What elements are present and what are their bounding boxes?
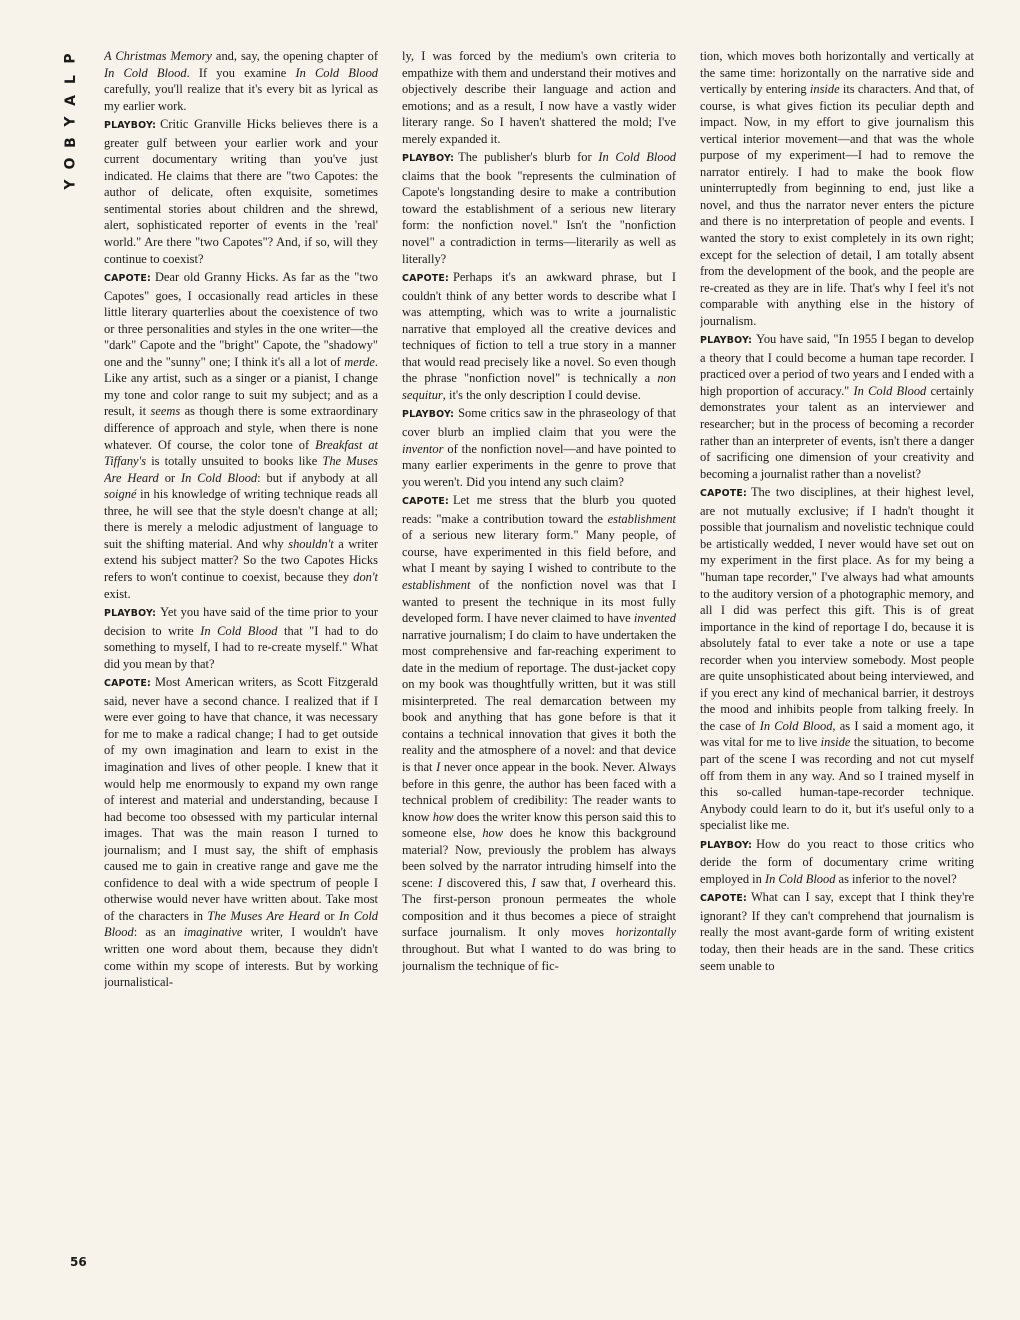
paragraph: CAPOTE: Dear old Granny Hicks. As far as the "two Capotes" goes, I occasionally read articles in these little literary quarterlies about the coexistence of two or three personalities and styles in the one writer—the "dark" Capote and the "bright" Capote, the "shadowy" one and the "sunny" one; I think it's all a lot of merde. Like any artist, such as a singer or a pianist, I change my tone and color range to suit my subject; and as a result, it seems as though there is some extraordinary difference of approach and style, when there is none whatever. Of course, the color tone of Breakfast at Tiffany's is totally unsuited to books like The Muses Are Heard or In Cold Blood: but if anybody at all soigné in his knowledge of writing technique reads all three, he will see that the style doesn't change at all; there is merely a melodic adjustment of language to suit the shifting material. And why shouldn't a writer extend his subject matter? So the two Capotes Hicks refers to won't continue to coexist, because they don't exist. xyxy=(104,270,378,601)
paragraph: A Christmas Memory and, say, the opening chapter of In Cold Blood. If you examine In Cold Blood carefully, you'll realize that it's every bit as lyrical as my earlier work. xyxy=(104,49,378,113)
paragraph: PLAYBOY: You have said, "In 1955 I began to develop a theory that I could become a human tape recorder. I practiced over a period of two years and I ended with a high proportion of accuracy." In Cold Blood certainly demonstrates your talent as an interviewer and researcher; but in the process of becoming a recorder rather than an interpreter of events, isn't there a danger of sacrificing one dimension of your creativity and becoming a journalist rather than a novelist? xyxy=(700,332,974,481)
article-body xyxy=(104,48,974,1273)
masthead-letter: O xyxy=(62,157,79,170)
paragraph: PLAYBOY: Yet you have said of the time prior to your decision to write In Cold Blood that "I had to do something to myself, I had to re-create myself." What did you mean by that? xyxy=(104,605,378,671)
paragraph: ly, I was forced by the medium's own criteria to empathize with them and understand their motives and objectively describe their language and action and emotions; and as a result, I now have a vastly wider literary range. So I haven't shattered the mold; I've merely expanded it. xyxy=(402,49,676,146)
masthead-letter: A xyxy=(62,95,79,106)
paragraph: PLAYBOY: How do you react to those critics who deride the form of documentary crime writing employed in In Cold Blood as inferior to the novel? xyxy=(700,836,974,886)
masthead-letter: Y xyxy=(62,116,79,127)
column-1 xyxy=(104,48,378,1273)
column-3 xyxy=(700,48,974,1273)
masthead-letter: B xyxy=(62,137,79,148)
paragraph: tion, which moves both horizontally and vertically at the same time: horizontally on the narrative side and vertically by entering inside its characters. And that, of course, is what gives fiction its peculiar depth and impact. Now, in my effort to give journalism this vertical interior movement—and that was the whole purpose of my experiment—I had to remove the narrator entirely. I had to make the book flow uninterruptedly from beginning to end, just like a novel, and thus the narrator never enters the picture and there is no interpretation of people and events. I wanted the story to exist completely in its own right; except for the selection of detail, I am totally absent from the development of the book, and the people are re-created as they are in life. That's why I feel it's not comparable with anything else in the history of journalism. xyxy=(700,49,974,328)
playboy-masthead xyxy=(58,48,84,195)
masthead-letter: P xyxy=(62,53,79,64)
paragraph: CAPOTE: Perhaps it's an awkward phrase, but I couldn't think of any better words to describe what I was attempting, which was to write a journalistic narrative that employed all the creative devices and techniques of fiction to tell a true story in a manner that would read precisely like a novel. So even though the phrase "nonfiction novel" is technically a non sequitur, it's the only description I could devise. xyxy=(402,270,676,402)
paragraph: PLAYBOY: The publisher's blurb for In Cold Blood claims that the book "represents the culmination of Capote's longstanding desire to make a contribution toward the establishment of a serious new literary form: the nonfiction novel." Isn't the "nonfiction novel" a contradiction in terms—literarily as well as literally? xyxy=(402,150,676,266)
paragraph: CAPOTE: Let me stress that the blurb you quoted reads: "make a contribution toward the establishment of a serious new literary form." Many people, of course, have experimented in this field before, and what I meant by saying I wished to contribute to the establishment of the nonfiction novel was that I wanted to present the technique in its most fully developed form. I have never claimed to have invented narrative journalism; I do claim to have undertaken the most comprehensive and far-reaching experiment to date in the medium of reportage. The dust-jacket copy on my book was thoughtfully written, but it was still misinterpreted. The real demarcation between my book and anything that has gone before is that it contains a technical innovation that gives it both the reality and the atmosphere of a novel: and that device is that I never once appear in the book. Never. Always before in this genre, the author has been faced with a technical problem of credibility: The reader wants to know how does the writer know this person said this to someone else, how does he know this background material? Now, previously the problem has always been solved by the narrator intruding himself into the scene: I discovered this, I saw that, I overheard this. The first-person pronoun permeates the whole composition and it thus becomes a piece of straight surface journalism. It only moves horizontally throughout. But what I wanted to do was bring to journalism the technique of fic- xyxy=(402,493,676,973)
paragraph: CAPOTE: Most American writers, as Scott Fitzgerald said, never have a second chance. I realized that if I were ever going to have that chance, it was necessary for me to make a radical change; I had to get outside of my own imagination and learn to exist in the imagination and lives of other people. I knew that it would help me enormously to expand my own range of interest and material and understanding, because I had become too obsessed with my particular internal images. That was the main reason I turned to journalism; and I must say, the shift of emphasis caused me to gain in creative range and gave me the confidence to deal with a wide spectrum of people I otherwise would never have written about. Take most of the characters in The Muses Are Heard or In Cold Blood: as an imaginative writer, I wouldn't have written one word about them, because they didn't come within my scope of interests. But by working journalistical- xyxy=(104,675,378,990)
column-2 xyxy=(402,48,676,1273)
paragraph: PLAYBOY: Critic Granville Hicks believes there is a greater gulf between your earlier work and your current documentary writing than you've just indicated. He claims that there are "two Capotes: the author of delicate, often exquisite, sometimes sentimental stories about children and the shrewd, alert, sophisticated reporter of events in the 'real' world." Are there "two Capotes"? And, if so, will they continue to coexist? xyxy=(104,117,378,266)
paragraph: PLAYBOY: Some critics saw in the phraseology of that cover blurb an implied claim that you were the inventor of the nonfiction novel—and have pointed to many earlier experiments in the genre to prove that you weren't. Did you intend any such claim? xyxy=(402,406,676,489)
page-number: 56 xyxy=(70,1255,87,1269)
masthead-letter: Y xyxy=(62,179,79,190)
paragraph: CAPOTE: What can I say, except that I think they're ignorant? If they can't comprehend that journalism is really the most avant-garde form of writing existent today, then their heads are in the sand. These critics seem unable to xyxy=(700,890,974,973)
paragraph: CAPOTE: The two disciplines, at their highest level, are not mutually exclusive; if I hadn't thought it possible that journalism and novelistic technique could be artistically wedded, I never would have set out on my experiment in the first place. As for my being a "human tape recorder," I've always had what amounts to the auditory version of a photographic memory, and all I did was perfect this gift. This is of great importance in the kind of reportage I do, because it is absolutely fatal to ever take a note or use a tape recorder when you interview somebody. Most people are quite unsophisticated about being interviewed, and if you erect any kind of mechanical barrier, it destroys the mood and inhibits people from talking freely. In the case of In Cold Blood, as I said a moment ago, it was vital for me to live inside the situation, to become part of the scene I was recording and not cut myself off from them in any way. And so I trained myself in this so-called human-tape-recorder technique. Anybody could learn to do it, but it's useful only to a specialist like me. xyxy=(700,485,974,833)
masthead-letter: L xyxy=(62,75,79,84)
